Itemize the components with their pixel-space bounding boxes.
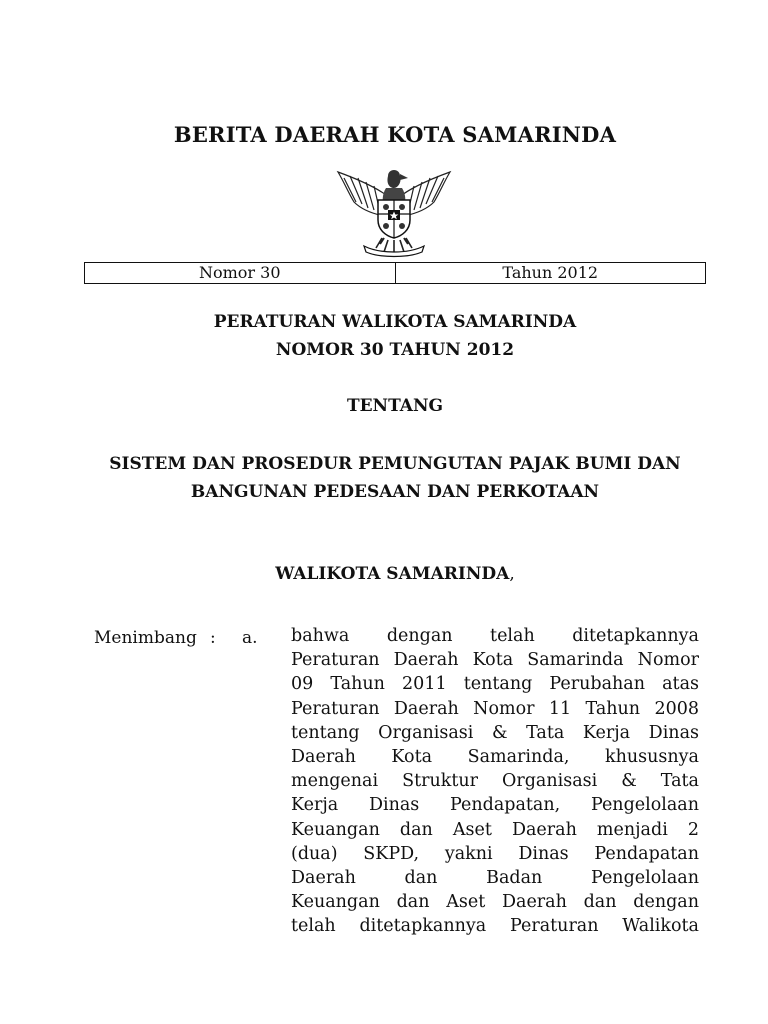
considering-line: Kerja Dinas Pendapatan, Pengelolaan bbox=[291, 795, 699, 816]
considering-line: Keuangan dan Aset Daerah dan dengan bbox=[291, 892, 699, 913]
issuer-comma: , bbox=[509, 564, 515, 584]
page-title: BERITA DAERAH KOTA SAMARINDA bbox=[173, 122, 617, 147]
considering-line: Daerah dan Badan Pengelolaan bbox=[291, 868, 699, 889]
considering-line: Keuangan dan Aset Daerah menjadi 2 bbox=[291, 819, 699, 840]
considering-line: tentang Organisasi & Tata Kerja Dinas bbox=[291, 722, 699, 743]
considering-line: mengenai Struktur Organisasi & Tata bbox=[291, 771, 699, 792]
subject-line-2: BANGUNAN PEDESAAN DAN PERKOTAAN bbox=[190, 482, 600, 502]
issuer-name: WALIKOTA SAMARINDA bbox=[275, 564, 510, 584]
considering-line: Daerah Kota Samarinda, khususnya bbox=[291, 747, 699, 768]
document-number: Nomor 30 bbox=[198, 263, 281, 282]
regulation-title: PERATURAN WALIKOTA SAMARINDA bbox=[213, 312, 577, 332]
about-label: TENTANG bbox=[346, 396, 444, 416]
considering-item-text bbox=[291, 624, 699, 939]
considering-line: Peraturan Daerah Nomor 11 Tahun 2008 bbox=[291, 698, 699, 719]
regulation-number: NOMOR 30 TAHUN 2012 bbox=[275, 340, 515, 360]
issuer-heading bbox=[0, 560, 768, 588]
considering-item-letter: a. bbox=[242, 628, 258, 648]
subject-line-1: SISTEM DAN PROSEDUR PEMUNGUTAN PAJAK BUMI DAN bbox=[109, 454, 681, 474]
considering-line: Peraturan Daerah Kota Samarinda Nomor bbox=[291, 650, 699, 671]
garuda-pancasila-emblem-icon bbox=[330, 158, 458, 258]
regulation-heading bbox=[0, 308, 768, 364]
document-year: Tahun 2012 bbox=[395, 263, 706, 283]
considering-line: bahwa dengan telah ditetapkannya bbox=[291, 626, 699, 646]
considering-line: telah ditetapkannya Peraturan Walikota bbox=[291, 916, 699, 937]
considering-line: 09 Tahun 2011 tentang Perubahan atas bbox=[291, 674, 699, 695]
considering-line: (dua) SKPD, yakni Dinas Pendapatan bbox=[291, 843, 699, 864]
considering-label: Menimbang bbox=[94, 628, 197, 648]
regulation-subject bbox=[0, 450, 768, 506]
info-table bbox=[84, 262, 706, 284]
considering-colon: : bbox=[210, 628, 216, 648]
